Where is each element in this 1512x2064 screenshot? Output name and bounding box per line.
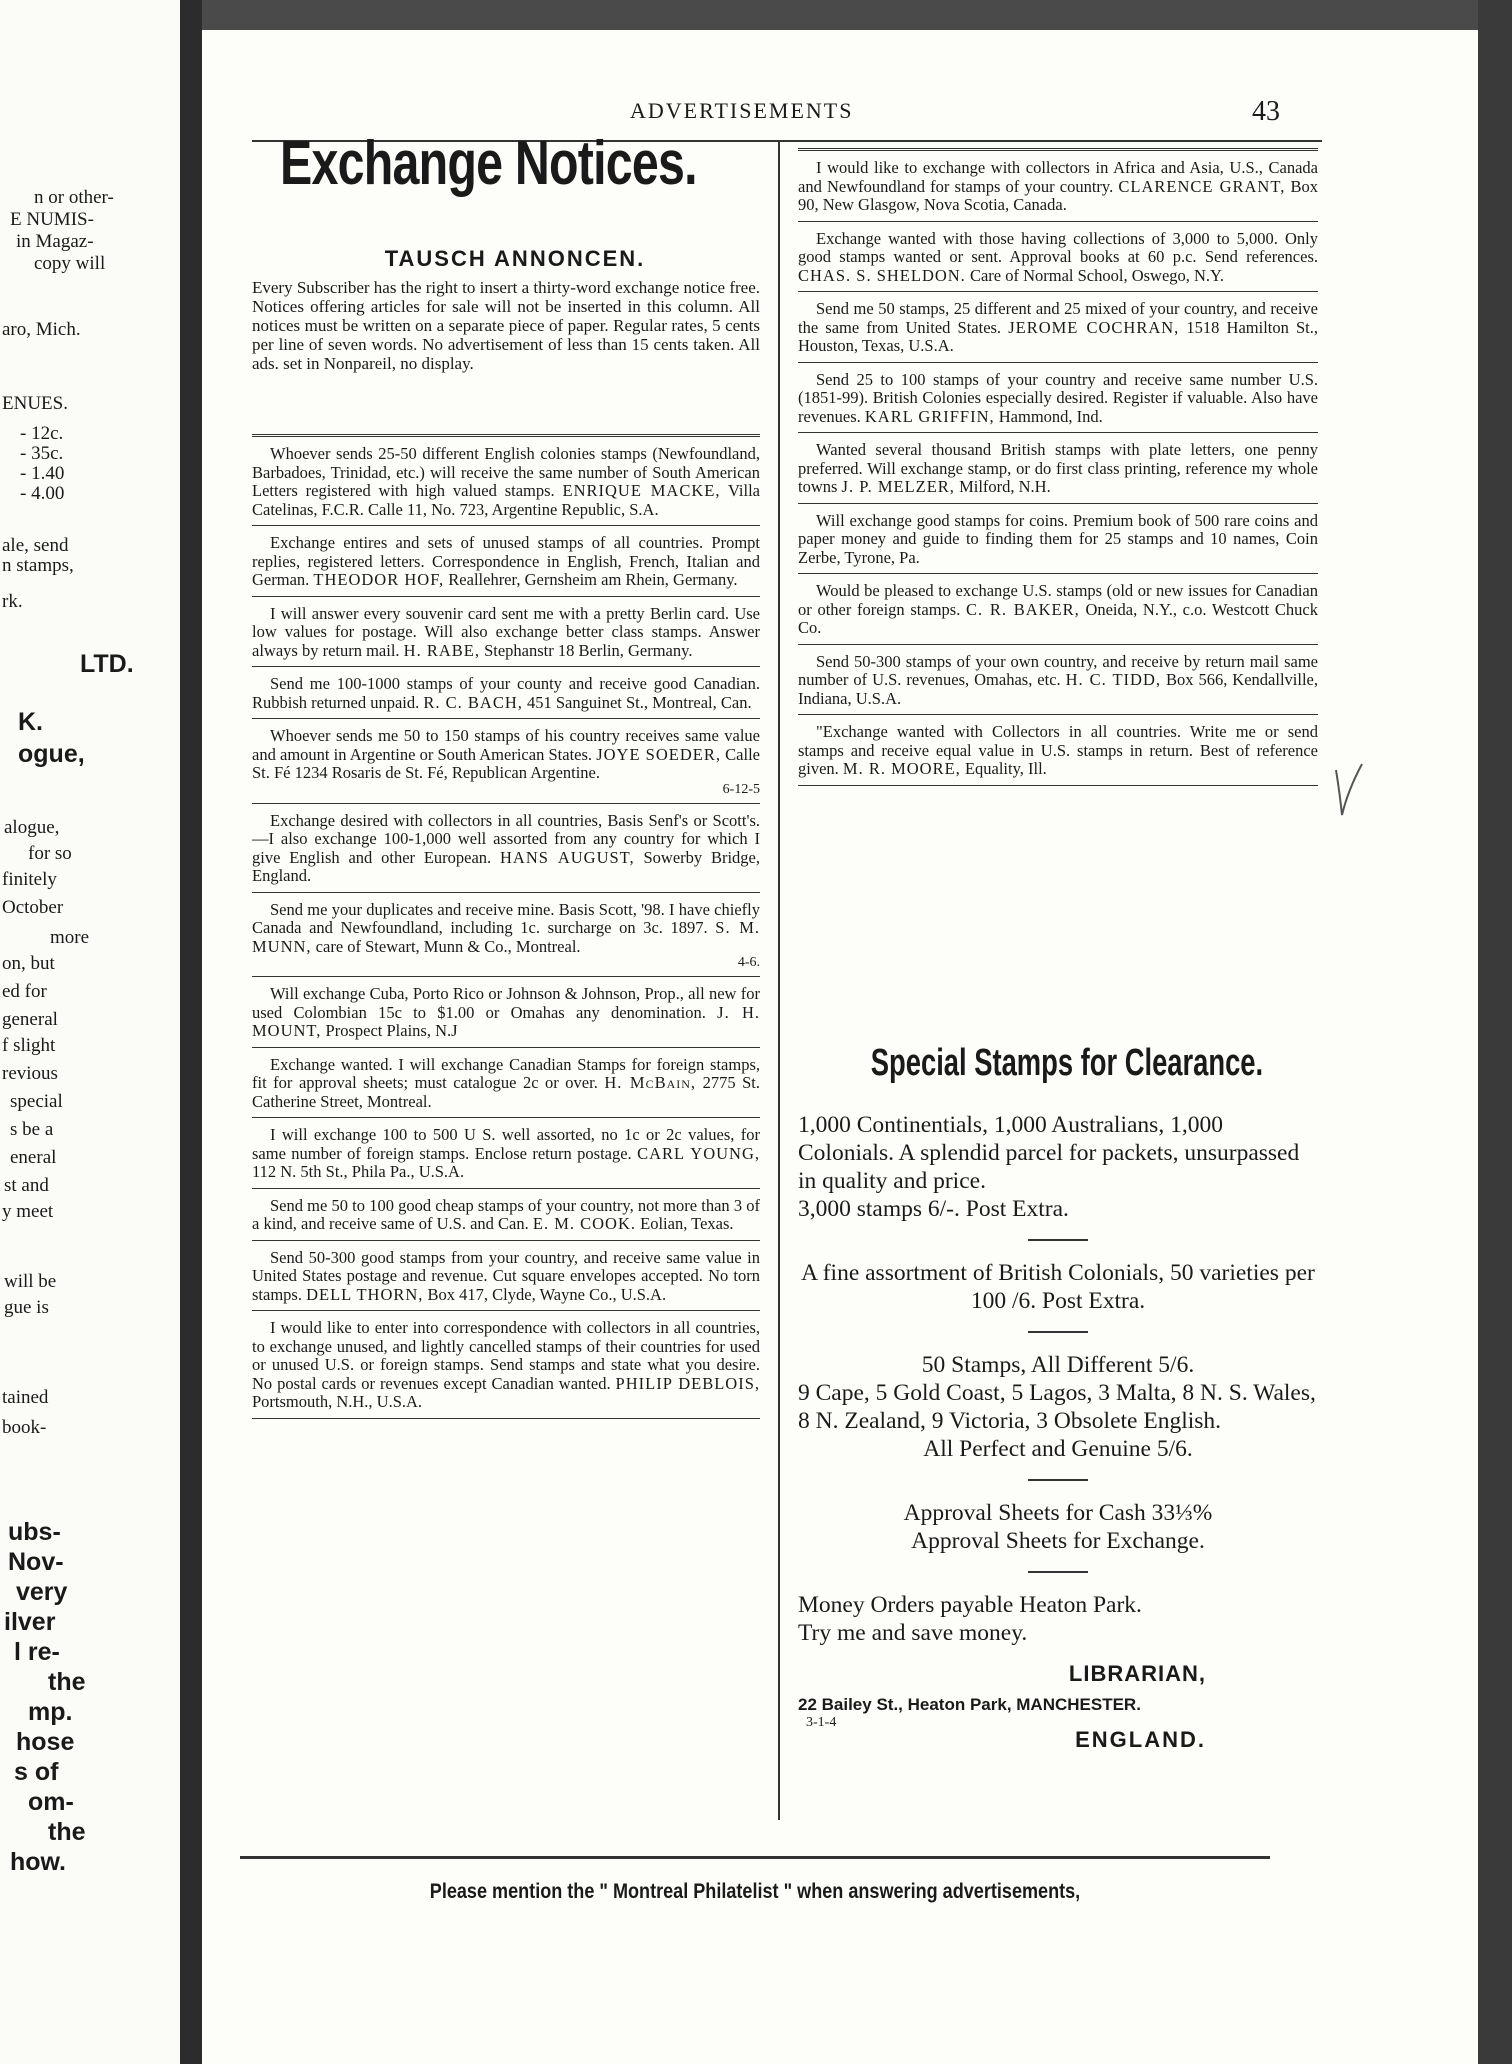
notice-address: Oneida, N.Y., c.o. Westcott Chuck Co. — [798, 599, 1319, 637]
exchange-notice — [798, 221, 1318, 292]
facing-page-fragment: - 35c. — [20, 443, 64, 464]
left-notices-column — [252, 434, 760, 1419]
notice-text: Send 25 to 100 stamps of your country and receive same number U.S. (1851-99). British Colonies especially desired. Register if valuable. Also have revenues. — [798, 369, 1318, 426]
notice-address: 2775 St. Catherine Street, Montreal. — [252, 1073, 760, 1111]
notice-address: Sowerby Bridge, England. — [252, 847, 760, 885]
facing-page-fragment: ed for — [2, 981, 47, 1002]
notice-address: Box 566, Kendallville, Indiana, U.S.A. — [798, 670, 1318, 708]
facing-page-fragment: how. — [10, 1848, 67, 1876]
notice-signature: KARL GRIFFIN, — [864, 406, 995, 426]
exchange-notice — [252, 976, 760, 1047]
facing-page-fragment: Nov- — [8, 1548, 64, 1576]
notice-text: Send me 50 to 100 good cheap stamps of your country, not more than 3 of a kind, and receive same of U.S. and Can. — [252, 1195, 760, 1233]
exchange-notice — [252, 1310, 760, 1419]
facing-page-fragment: the — [48, 1818, 86, 1846]
notice-text: I would like to enter into correspondence with collectors in all countries, to exchange unused, and lightly cancelled stamps of their countries for used or unused U.S. or foreign stamps. Send stamps and state what you desire. No postal cards or revenues except Canadian wanted. — [252, 1318, 760, 1393]
facing-page-fragment: ENUES. — [2, 393, 68, 414]
page-subtitle: TAUSCH ANNONCEN. — [384, 246, 646, 271]
facing-page-fragment: special — [10, 1091, 63, 1112]
facing-page-fragment: tained — [2, 1387, 49, 1408]
facing-page — [0, 0, 180, 2064]
facing-page-fragment: October — [2, 897, 64, 918]
running-head: ADVERTISEMENTS — [630, 98, 854, 123]
exchange-notice — [798, 503, 1318, 574]
offer-50-stamps-heading: 50 Stamps, All Different 5/6. — [921, 1352, 1195, 1378]
special-title: Special Stamps for Clearance. — [870, 1042, 1264, 1084]
facing-page-fragment: ilver — [4, 1608, 56, 1636]
facing-page-fragment: ubs- — [8, 1518, 61, 1546]
notice-text: Send 50-300 stamps of your own country, and receive by return mail same number of U.S. revenues, Omahas, etc. — [798, 651, 1318, 689]
offer-british-colonials: A fine assortment of British Colonials, 50 varieties per 100 /6. Post Extra. — [801, 1260, 1315, 1314]
notice-signature: M. R. MOORE, — [842, 759, 961, 778]
notice-signature: THEODOR HOF, — [313, 570, 445, 589]
facing-page-fragment: rk. — [2, 591, 23, 612]
notice-address: Equality, Ill. — [960, 759, 1047, 778]
notice-signature: CHAS. S. SHELDON. — [798, 265, 966, 285]
exchange-notice — [798, 362, 1318, 433]
facing-page-fragment: very — [16, 1578, 68, 1606]
notice-text: Exchange entires and sets of unused stamps of all countries. Prompt replies, registered letters. Correspondence in English, French, Italian and German. — [252, 533, 760, 589]
notice-text: Whoever sends 25-50 different English colonies stamps (Newfoundland, Barbadoes, Trinidad, etc.) will receive the same number of South American Letters registered with high valued stamps. — [252, 444, 760, 500]
exchange-notice — [252, 525, 760, 596]
notice-signature: H. C. TIDD, — [1065, 670, 1161, 689]
notice-text: I will answer every souvenir card sent me with a pretty Berlin card. Use low values for postage. Will also exchange better class stamps. Answer always by return mail. — [252, 603, 760, 660]
facing-page-fragment: gue is — [4, 1297, 49, 1318]
page-title: Exchange Notices. — [280, 129, 697, 198]
notice-signature: DELL THORN, — [306, 1284, 424, 1304]
facing-page-fragment: copy will — [34, 253, 106, 274]
facing-page-fragment: aro, Mich. — [2, 319, 81, 340]
divider — [1028, 1239, 1088, 1241]
facing-page-fragment: K. — [18, 708, 43, 736]
divider — [1028, 1331, 1088, 1333]
notice-signature: E. M. COOK. — [532, 1214, 637, 1233]
notice-text: Send me 50 stamps, 25 different and 25 mixed of your country, and receive the same from United States. — [798, 299, 1318, 337]
notice-signature: CLARENCE GRANT, — [1118, 176, 1286, 196]
notice-address: Prospect Plains, N.J — [321, 1021, 458, 1040]
advertiser-name: LIBRARIAN, — [1068, 1661, 1206, 1686]
facing-page-fragment: - 12c. — [20, 423, 64, 444]
facing-page-fragment: l re- — [14, 1638, 60, 1666]
facing-page-fragment: for so — [28, 843, 72, 864]
facing-page-fragment: s be a — [10, 1119, 54, 1140]
notice-address: Villa Catelinas, F.C.R. Calle 11, No. 723, Argentine Republic, S.A. — [252, 481, 761, 519]
notice-text: Will exchange good stamps for coins. Premium book of 500 rare coins and paper money and guide to finding them for 25 stamps and 10 names, Coin Zerbe, Tyrone, Pa. — [798, 510, 1318, 567]
notice-signature: C. R. BAKER, — [966, 599, 1080, 619]
notice-signature: H. McBain, — [604, 1073, 697, 1092]
facing-page-fragment: book- — [2, 1417, 47, 1438]
notice-signature: JOYE SOEDER, — [596, 744, 721, 764]
exchange-notice — [252, 892, 760, 977]
facing-page-fragment: revious — [2, 1063, 58, 1084]
notice-text: Would be pleased to exchange U.S. stamps (old or new issues for Canadian or other foreign stamps. — [798, 581, 1318, 619]
exchange-notice — [798, 291, 1318, 362]
notice-text: Whoever sends me 50 to 150 stamps of his country receives same value and amount in Argentine or South American States. — [252, 726, 760, 764]
exchange-notice — [252, 1240, 760, 1311]
facing-page-fragment: y meet — [2, 1201, 54, 1222]
facing-page-fragment: LTD. — [80, 650, 134, 678]
facing-page-fragment: finitely — [2, 869, 57, 890]
page-number: 43 — [1252, 96, 1280, 127]
notice-code: 4-6. — [737, 955, 760, 970]
column-rule — [778, 140, 780, 1820]
facing-page-fragment: the — [48, 1668, 86, 1696]
notice-address: 112 N. 5th St., Phila Pa., U.S.A. — [252, 1162, 465, 1181]
exchange-notice — [252, 434, 760, 525]
notice-address: Box 417, Clyde, Wayne Co., U.S.A. — [423, 1284, 667, 1304]
notice-signature: S. M. MUNN, — [252, 918, 760, 956]
facing-page-fragment: - 4.00 — [20, 483, 65, 504]
facing-page-fragment: f slight — [2, 1035, 56, 1056]
exchange-notice — [252, 666, 760, 718]
notice-address: 1518 Hamilton St., Houston, Texas, U.S.A. — [798, 317, 1318, 355]
right-notices-column — [798, 148, 1318, 786]
exchange-notice — [798, 573, 1318, 644]
advertiser-address: 22 Bailey St., Heaton Park, MANCHESTER. — [798, 1695, 1141, 1714]
notice-text: Send 50-300 good stamps from your country, and receive same value in United States postage and revenue. Cut square envelopes accepted. No torn stamps. — [252, 1247, 760, 1304]
facing-page-fragment: will be — [4, 1271, 57, 1292]
divider — [1028, 1479, 1088, 1481]
notice-address: Calle St. Fé 1234 Rosaris de St. Fé, Republican Argentine. — [252, 744, 760, 782]
exchange-notice — [252, 718, 760, 803]
facing-page-fragment: om- — [28, 1788, 74, 1816]
notice-address: Reallehrer, Gernsheim am Rhein, Germany. — [444, 570, 738, 589]
facing-page-fragment: s of — [14, 1758, 59, 1786]
facing-page-fragment: on, but — [2, 953, 55, 974]
facing-page-fragment: ogue, — [18, 740, 85, 768]
notice-address: Care of Normal School, Oswego, N.Y. — [965, 265, 1224, 285]
facing-page-fragment: ale, send — [2, 535, 69, 556]
notice-text: Send me your duplicates and receive mine. Basis Scott, '98. I have chiefly Canada and Newfoundland, including 1c. surcharge on 3c. 1897. — [252, 899, 760, 937]
notice-address: Portsmouth, N.H., U.S.A. — [252, 1392, 423, 1411]
notice-text: Exchange wanted. I will exchange Canadian Stamps for foreign stamps, fit for approval sheets; must catalogue 2c or over. — [252, 1054, 760, 1092]
offer-continentials: 1,000 Continentials, 1,000 Australians, 1,000 Colonials. A splendid parcel for packets, unsurpassed in quality and price. — [798, 1112, 1300, 1194]
notice-address: Hammond, Ind. — [994, 406, 1103, 426]
facing-page-fragment: E NUMIS- — [10, 209, 94, 230]
notice-address: Stephanstr 18 Berlin, Germany. — [479, 640, 693, 660]
book-gutter — [180, 0, 202, 2064]
special-stamps-ad — [798, 1012, 1318, 1753]
notice-text: Will exchange Cuba, Porto Rico or Johnson & Johnson, Prop., all new for used Colombian 15c to $1.00 or Omahas any denomination. — [252, 984, 760, 1022]
notice-code: 6-12-5 — [722, 781, 760, 797]
notice-text: I would like to exchange with collectors in Africa and Asia, U.S., Canada and Newfoundland for stamps of your country. — [798, 158, 1318, 196]
footer-note: Please mention the " Montreal Philatelist " when answering advertisements, — [429, 1880, 1081, 1903]
facing-page-fragment: hose — [16, 1728, 75, 1756]
notice-signature: J. H. MOUNT, — [252, 1002, 760, 1040]
exchange-notice — [252, 1047, 760, 1118]
notice-signature: H. RABE, — [403, 640, 480, 660]
facing-page-fragment: - 1.40 — [20, 463, 65, 484]
notice-address: Eolian, Texas. — [636, 1214, 734, 1233]
notice-text: Exchange desired with collectors in all countries, Basis Senf's or Scott's.—I also exchange 100-1,000 well assorted from any country for which I give English and other European. — [252, 810, 760, 867]
money-orders: Money Orders payable Heaton Park. — [798, 1592, 1142, 1618]
intro-paragraph: Every Subscriber has the right to insert a thirty-word exchange notice free. Notices offering articles for sale will not be inserted in this column. All notices must be written on a separate piece of paper. Regular rates, 5 cents per line of seven words. No advertisement of less than 15 cents taken. All ads. set in Nonpareil, no display. — [252, 278, 760, 373]
page-edge — [1478, 0, 1512, 2064]
facing-page-fragment: more — [50, 927, 90, 948]
footer-rule — [240, 1856, 1270, 1859]
exchange-notice — [798, 714, 1318, 786]
facing-page-fragment: n or other- — [34, 187, 114, 208]
notice-text: Send me 100-1000 stamps of your county and receive good Canadian. Rubbish returned unpaid. — [252, 674, 760, 712]
notice-address: 451 Sanguinet St., Montreal, Can. — [522, 692, 752, 712]
exchange-notice — [252, 596, 760, 667]
notice-signature: ENRIQUE MACKE, — [562, 481, 721, 500]
ad-code: 3-1-4 — [806, 1715, 837, 1730]
try-me: Try me and save money. — [798, 1620, 1028, 1646]
exchange-notice — [252, 1117, 760, 1188]
approval-cash: Approval Sheets for Cash 33⅓% — [903, 1500, 1213, 1526]
exchange-notice — [252, 1188, 760, 1240]
advertiser-country: ENGLAND. — [1075, 1727, 1206, 1752]
facing-page-fragment: alogue, — [4, 817, 60, 838]
facing-page-fragment: in Magaz- — [16, 231, 94, 252]
notice-signature: PHILIP DEBLOIS, — [615, 1373, 760, 1393]
notice-address: Box 90, New Glasgow, Nova Scotia, Canada. — [798, 176, 1318, 214]
notice-text: "Exchange wanted with Collectors in all countries. Write me or send stamps and receive equal value in U.S. stamps in return. Best of reference given. — [798, 722, 1318, 778]
pencil-checkmark-icon — [1334, 760, 1364, 820]
notice-signature: JEROME COCHRAN, — [1008, 317, 1180, 337]
divider — [1028, 1571, 1088, 1573]
facing-page-fragment: st and — [4, 1175, 49, 1196]
facing-page-fragment: n stamps, — [2, 555, 74, 576]
exchange-notice — [252, 803, 760, 892]
exchange-notice — [798, 432, 1318, 503]
offer-3000-stamps: 3,000 stamps 6/-. Post Extra. — [798, 1196, 1069, 1222]
offer-genuine: All Perfect and Genuine 5/6. — [923, 1436, 1193, 1462]
notice-text: Wanted several thousand British stamps with plate letters, one penny preferred. Will exchange stamp, or do first class printing, reference my whole towns — [798, 440, 1318, 496]
notice-signature: J. P. MELZER, — [841, 477, 955, 496]
exchange-notice — [798, 148, 1318, 221]
notice-address: care of Stewart, Munn & Co., Montreal. — [311, 936, 581, 956]
notice-text: I will exchange 100 to 500 U S. well assorted, no 1c or 2c values, for same number of foreign stamps. Enclose return postage. — [252, 1125, 760, 1163]
notice-text: Exchange wanted with those having collections of 3,000 to 5,000. Only good stamps wanted or sent. Approval books at 60 p.c. Send references. — [798, 228, 1318, 266]
notice-signature: CARL YOUNG, — [637, 1143, 760, 1163]
facing-page-fragment: mp. — [28, 1698, 73, 1726]
notice-address: Milford, N.H. — [954, 477, 1051, 496]
facing-page-fragment: eneral — [10, 1147, 57, 1168]
notice-signature: HANS AUGUST, — [500, 847, 635, 867]
exchange-notice — [798, 644, 1318, 715]
offer-50-stamps-list: 9 Cape, 5 Gold Coast, 5 Lagos, 3 Malta, 8 N. S. Wales, 8 N. Zealand, 9 Victoria, 3 Obsolete English. — [798, 1380, 1316, 1434]
notice-signature: R. C. BACH, — [423, 692, 523, 712]
facing-page-fragment: general — [2, 1009, 58, 1030]
approval-exchange: Approval Sheets for Exchange. — [911, 1528, 1205, 1554]
